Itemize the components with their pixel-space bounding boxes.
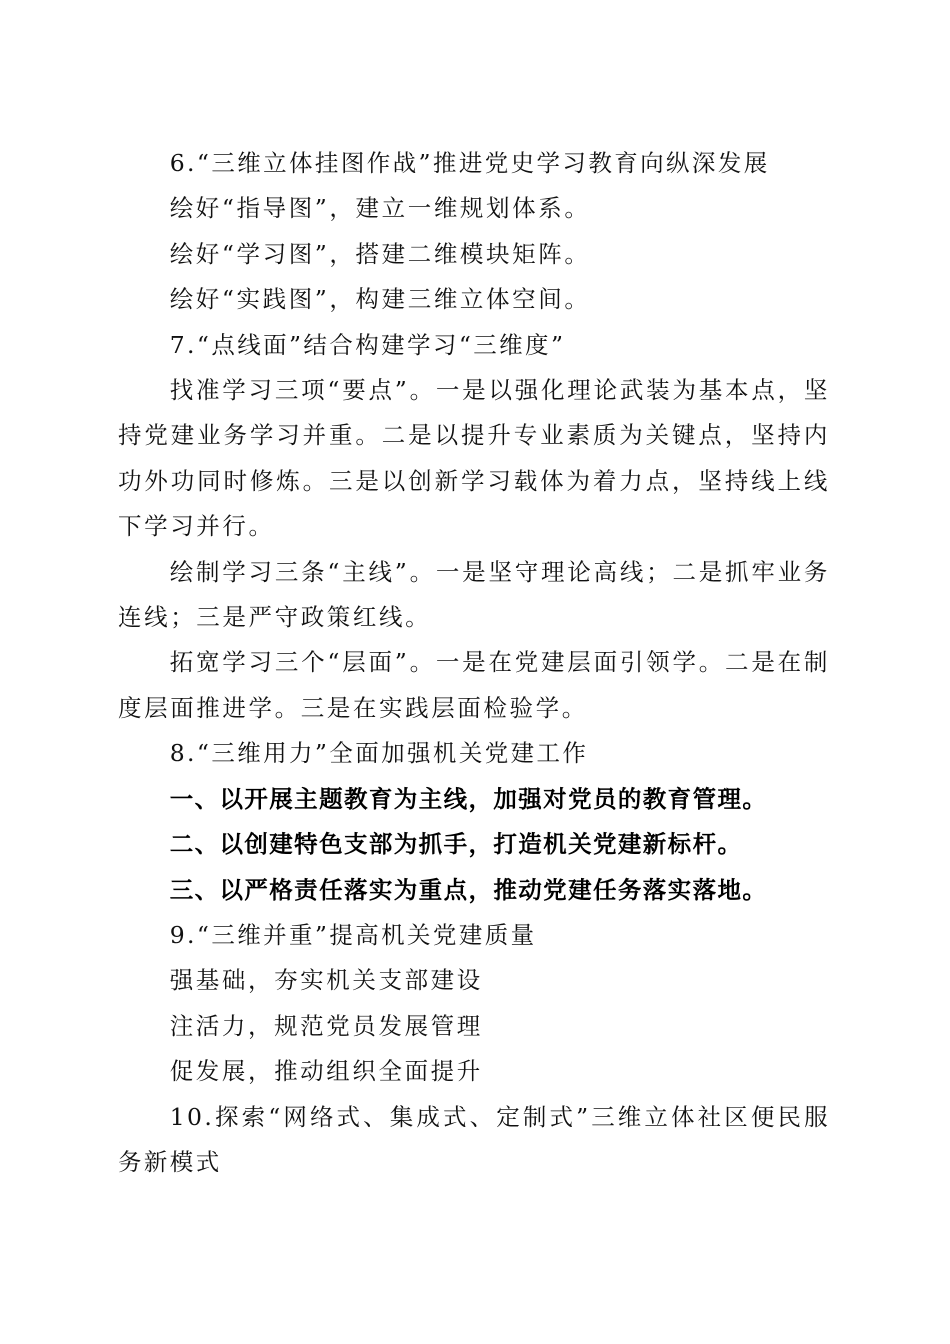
bold-paragraph: 三、以严格责任落实为重点，推动党建任务落实落地。 — [169, 875, 768, 904]
section-heading-7: 7.“点线面”结合构建学习“三维度” — [169, 330, 566, 359]
paragraph: 绘好“实践图”，构建三维立体空间。 — [169, 285, 591, 314]
section-heading-9: 9.“三维并重”提高机关党建质量 — [169, 920, 537, 949]
paragraph: 强基础，夯实机关支部建设 — [169, 966, 483, 995]
paragraph: 绘好“指导图”，建立一维规划体系。 — [169, 194, 591, 223]
paragraph: 绘好“学习图”，搭建二维模块矩阵。 — [169, 239, 591, 268]
paragraph: 找准学习三项“要点”。一是以强化理论武装为基本点，坚持党建业务学习并重。二是以提升专业素质为关键点，坚持内功外功同时修炼。三是以创新学习载体为着力点，坚持线上线下学习并行。 — [118, 376, 830, 541]
document-body — [118, 141, 830, 1185]
paragraph: 注活力，规范党员发展管理 — [169, 1011, 483, 1040]
paragraph: 拓宽学习三个“层面”。一是在党建层面引领学。二是在制度层面推进学。三是在实践层面检验学。 — [118, 648, 830, 722]
section-heading-10: 10.探索“网络式、集成式、定制式”三维立体社区便民服务新模式 — [118, 1102, 830, 1176]
section-heading-8: 8.“三维用力”全面加强机关党建工作 — [169, 739, 589, 768]
section-heading-6: 6.“三维立体挂图作战”推进党史学习教育向纵深发展 — [169, 149, 770, 177]
paragraph: 绘制学习三条“主线”。一是坚守理论高线；二是抓牢业务连线；三是严守政策红线。 — [118, 557, 830, 632]
bold-paragraph: 二、以创建特色支部为抓手，打造机关党建新标杆。 — [169, 830, 743, 859]
bold-paragraph: 一、以开展主题教育为主线，加强对党员的教育管理。 — [169, 784, 768, 813]
paragraph: 促发展，推动组织全面提升 — [169, 1057, 483, 1086]
